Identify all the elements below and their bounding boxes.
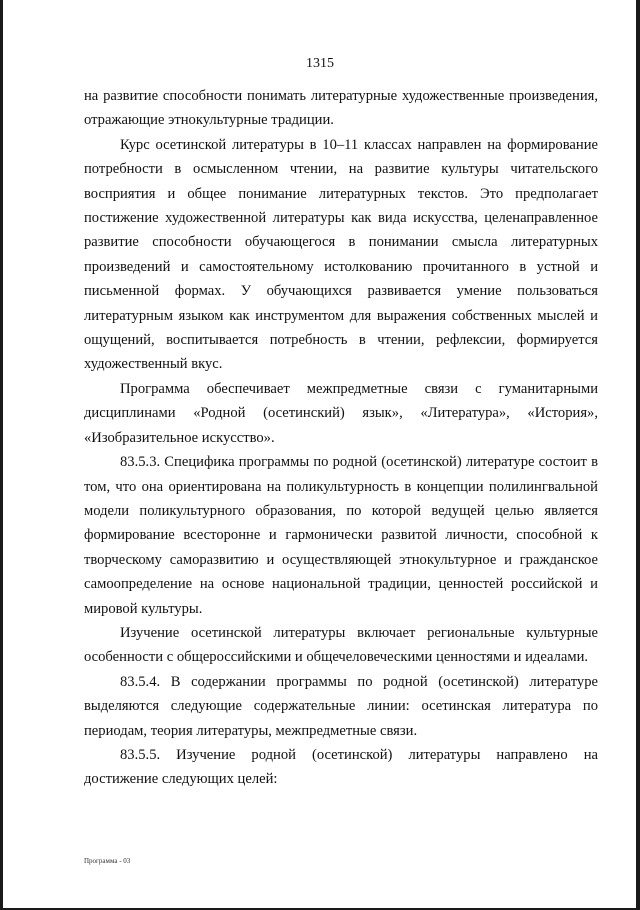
paragraph-interdisciplinary-links: Программа обеспечивает межпредметные связи с гуманитарными дисциплинами «Родной (осетинский) язык», «Литература», «История», «Изобразительное искусство». (84, 380, 598, 446)
paragraph-83-5-4: 83.5.4. В содержании программы по родной (осетинской) литературе выделяются следующие содержательные линии: осетинская литература по периодам, теория литературы, межпредметные связи. (84, 673, 598, 739)
paragraph-continuation: на развитие способности понимать литературные художественные произведения, отражающие этнокультурные традиции. (84, 88, 598, 129)
paragraph-course-description: Курс осетинской литературы в 10–11 классах направлен на формирование потребности в осмысленном чтении, на развитие культуры читательского восприятия и общее понимание литературных текстов. Это предполагает постижение художественной литературы как вида искусства, целенаправленное развитие способности обучающегося в понимании смысла литературных произведений и самостоятельному истолкованию прочитанного в устной и письменной формах. У обучающихся развивается умение пользоваться литературным языком как инструментом для выражения собственных мыслей и ощущений, воспитывается потребность в чтении, рефлексии, формируется художественный вкус. (84, 136, 598, 373)
paragraph-83-5-3: 83.5.3. Специфика программы по родной (осетинской) литературе состоит в том, что она ориентирована на поликультурность в концепции полилингвальной модели поликультурного образования, по которой ведущей целью является формирование всесторонне и гармонически развитой личности, способной к творческому саморазвитию и осуществляющей этнокультурное и гражданское самоопределение на основе национальной традиции, ценностей российской и мировой культуры. (84, 454, 598, 617)
scan-border-right (636, 0, 640, 910)
paragraph-83-5-5: 83.5.5. Изучение родной (осетинской) литературы направлено на достижение следующих целей: (84, 746, 598, 788)
scan-border-left (0, 0, 3, 910)
document-body (84, 84, 598, 792)
footer-note: Программа - 03 (84, 857, 131, 865)
page-number: 1315 (306, 56, 334, 71)
paragraph-regional-features: Изучение осетинской литературы включает региональные культурные особенности с общероссийскими и общечеловеческими ценностями и идеалами. (84, 624, 598, 666)
